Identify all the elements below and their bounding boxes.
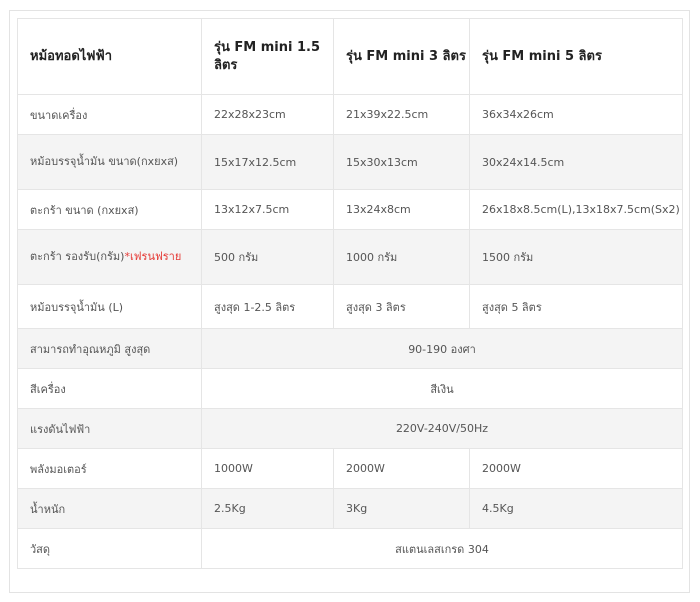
cell-value: 13x24x8cm	[334, 190, 470, 230]
row-label: พลังมอเตอร์	[18, 449, 202, 489]
cell-value: 2000W	[470, 449, 683, 489]
cell-value: 15x17x12.5cm	[202, 135, 334, 190]
header-model-3: รุ่น FM mini 5 ลิตร	[470, 19, 683, 95]
cell-value: 3Kg	[334, 489, 470, 529]
cell-value-merged: สแตนเลสเกรด 304	[202, 529, 683, 569]
row-label: ตะกร้า รองรับ(กรัม)	[30, 250, 125, 263]
table-row	[18, 190, 683, 230]
row-label: หม้อบรรจุน้ำมัน ขนาด(กxยxส)	[18, 135, 202, 190]
row-label: ขนาดเครื่อง	[18, 95, 202, 135]
table-row	[18, 489, 683, 529]
row-label-cell	[18, 230, 202, 285]
table-header-row	[18, 19, 683, 95]
cell-value: 22x28x23cm	[202, 95, 334, 135]
header-product: หม้อทอดไฟฟ้า	[18, 19, 202, 95]
cell-value: สูงสุด 5 ลิตร	[470, 285, 683, 329]
header-model-1: รุ่น FM mini 1.5 ลิตร	[202, 19, 334, 95]
cell-value: 36x34x26cm	[470, 95, 683, 135]
table-row	[18, 329, 683, 369]
spec-table	[17, 18, 683, 569]
cell-value: 1000W	[202, 449, 334, 489]
cell-value: 30x24x14.5cm	[470, 135, 683, 190]
cell-value: 15x30x13cm	[334, 135, 470, 190]
table-row	[18, 369, 683, 409]
row-label: หม้อบรรจุน้ำมัน (L)	[18, 285, 202, 329]
row-label: ตะกร้า ขนาด (กxยxส)	[18, 190, 202, 230]
table-row	[18, 230, 683, 285]
table-row	[18, 135, 683, 190]
cell-value: 13x12x7.5cm	[202, 190, 334, 230]
table-row	[18, 529, 683, 569]
cell-value: 4.5Kg	[470, 489, 683, 529]
row-label: วัสดุ	[18, 529, 202, 569]
cell-value: 26x18x8.5cm(L),13x18x7.5cm(Sx2)	[470, 190, 683, 230]
row-label: แรงดันไฟฟ้า	[18, 409, 202, 449]
table-row	[18, 449, 683, 489]
cell-value: 1500 กรัม	[470, 230, 683, 285]
row-label-note: *เฟรนฟราย	[124, 250, 182, 263]
cell-value-merged: 220V-240V/50Hz	[202, 409, 683, 449]
cell-value: สูงสุด 3 ลิตร	[334, 285, 470, 329]
cell-value: 500 กรัม	[202, 230, 334, 285]
cell-value: 1000 กรัม	[334, 230, 470, 285]
cell-value: 2000W	[334, 449, 470, 489]
table-row	[18, 95, 683, 135]
table-row	[18, 285, 683, 329]
header-model-2: รุ่น FM mini 3 ลิตร	[334, 19, 470, 95]
cell-value-merged: 90-190 องศา	[202, 329, 683, 369]
cell-value: 2.5Kg	[202, 489, 334, 529]
cell-value: 21x39x22.5cm	[334, 95, 470, 135]
row-label: สามารถทำอุณหภูมิ สูงสุด	[18, 329, 202, 369]
cell-value-merged: สีเงิน	[202, 369, 683, 409]
row-label: น้ำหนัก	[18, 489, 202, 529]
row-label: สีเครื่อง	[18, 369, 202, 409]
cell-value: สูงสุด 1-2.5 ลิตร	[202, 285, 334, 329]
table-row	[18, 409, 683, 449]
